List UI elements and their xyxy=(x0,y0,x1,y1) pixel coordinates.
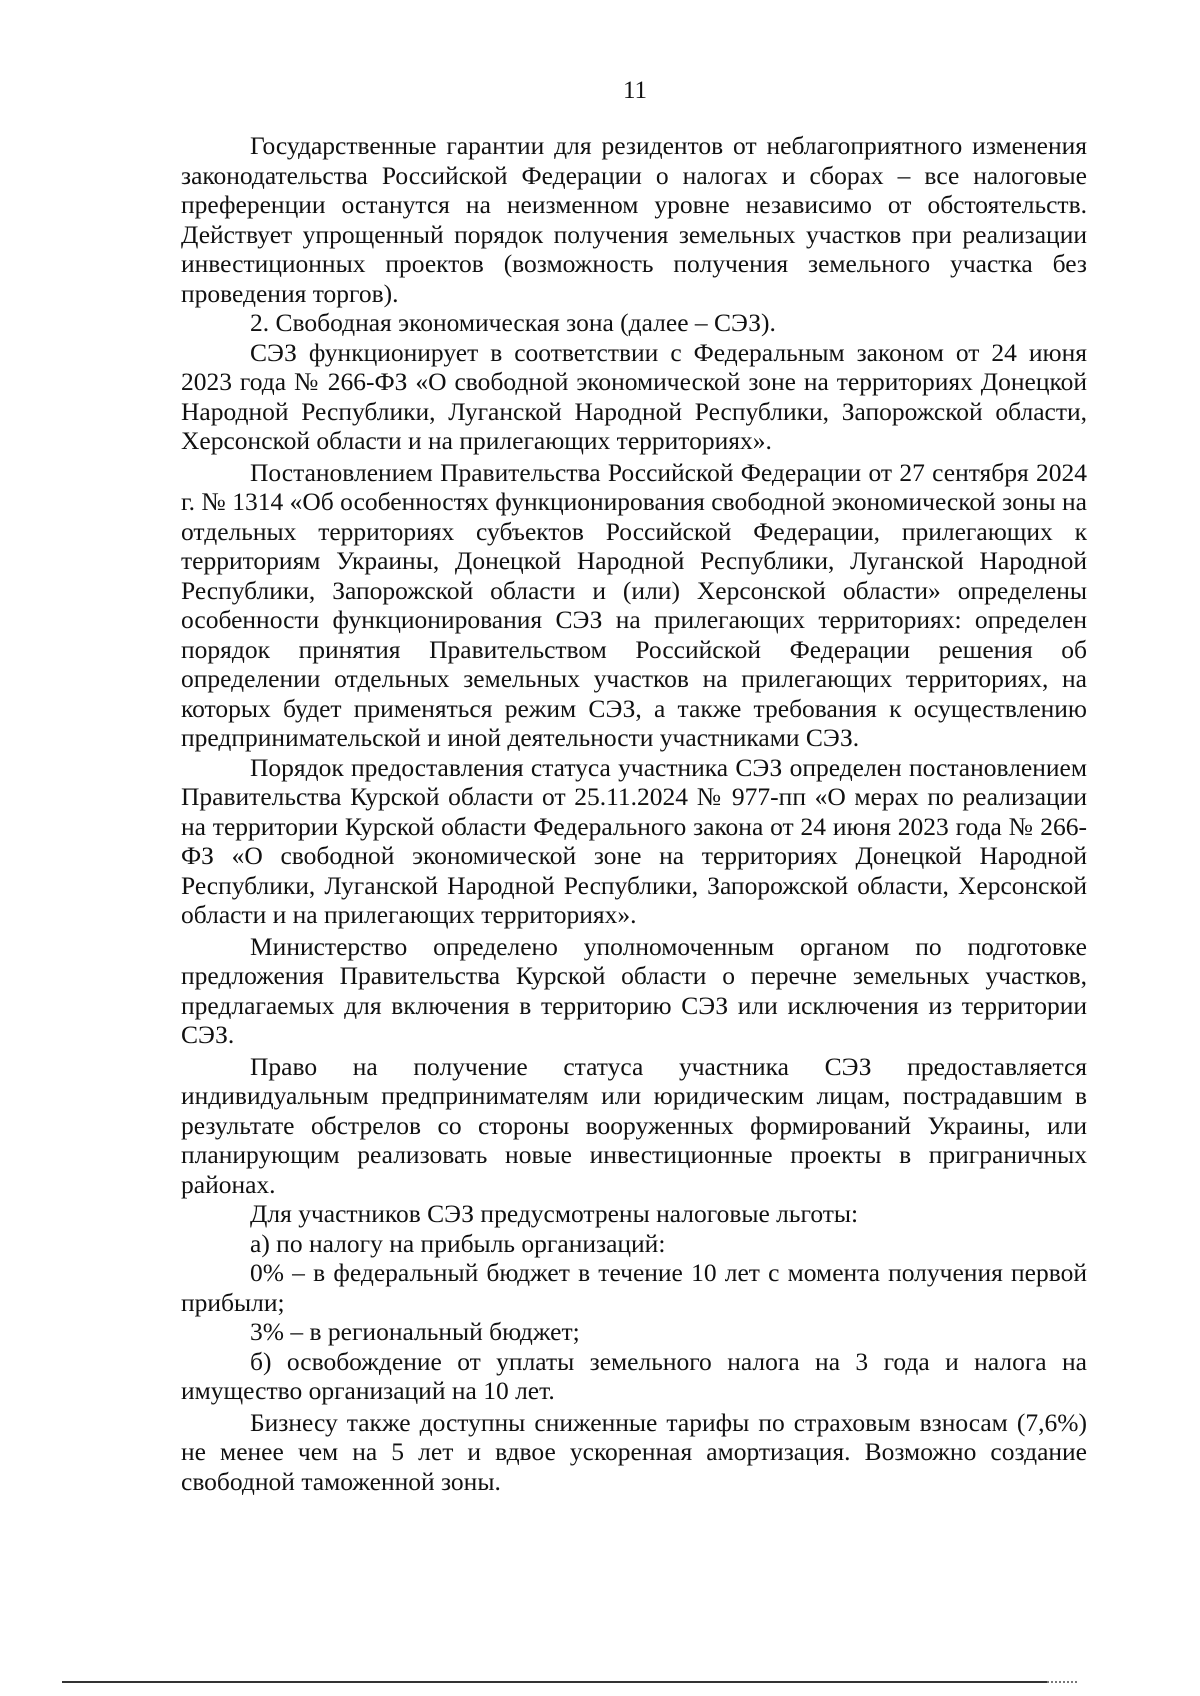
page-bottom-rule xyxy=(62,1681,1047,1683)
paragraph-tax-benefits-intro: Для участников СЭЗ предусмотрены налоговые льготы: xyxy=(250,1199,859,1228)
page-bottom-rule-tail xyxy=(1047,1681,1077,1683)
list-item-land-tax-exemption: б) освобождение от уплаты земельного налога на 3 года и налога на имущество организаций на 10 лет. xyxy=(181,1346,1087,1405)
paragraph-state-guarantees: Государственные гарантии для резидентов от неблагоприятного изменения законодательства Российской Федерации о налогах и сборах – все налоговые преференции останутся на неизменном уровне независимо от обстоятельств. Действует упрощенный порядок получения земельных участков при реализации инвестиционных проектов (возможность получения земельного участка без проведения торгов). xyxy=(181,131,1087,308)
section-heading-sez: 2. Свободная экономическая зона (далее – СЭЗ). xyxy=(250,308,776,337)
paragraph-right-to-status: Право на получение статуса участника СЭЗ предоставляется индивидуальным предпринимателям или юридическим лицам, пострадавшим в результате обстрелов со стороны вооруженных формирований Украины, или планирующим реализовать новые инвестиционные проекты в приграничных районах. xyxy=(181,1051,1087,1199)
paragraph-status-procedure: Порядок предоставления статуса участника СЭЗ определен постановлением Правительства Курской области от 25.11.2024 № 977-пп «О мерах по реализации на территории Курской области Федерального закона от 24 июня 2023 года № 266-ФЗ «О свободной экономической зоне на территориях Донецкой Народной Республики, Луганской Народной Республики, Запорожской области, Херсонской области и на прилегающих территориях». xyxy=(181,752,1087,929)
list-item-profit-tax: а) по налогу на прибыль организаций: xyxy=(250,1228,666,1258)
list-item-federal-budget: 0% – в федеральный бюджет в течение 10 лет с момента получения первой прибыли; xyxy=(181,1258,1087,1317)
page-number: 11 xyxy=(622,77,648,104)
paragraph-sez-federal-law: СЭЗ функционирует в соответствии с Федеральным законом от 24 июня 2023 года № 266-ФЗ «О свободной экономической зоне на территориях Донецкой Народной Республики, Луганской Народной Республики, Запорожской области, Херсонской области и на прилегающих территориях». xyxy=(181,337,1087,455)
document-body xyxy=(181,131,1087,1496)
paragraph-government-decree: Постановлением Правительства Российской Федерации от 27 сентября 2024 г. № 1314 «Об особенностях функционирования свободной экономической зоны на отдельных территориях субъектов Российской Федерации, прилегающих к территориям Украины, Донецкой Народной Республики, Луганской Народной Республики, Запорожской области и (или) Херсонской области» определены особенности функционирования СЭЗ на прилегающих территориях: определен порядок принятия Правительством Российской Федерации решения об определении отдельных земельных участков на прилегающих территориях, на которых будет применяться режим СЭЗ, а также требования к осуществлению предпринимательской и иной деятельности участниками СЭЗ. xyxy=(181,457,1087,752)
paragraph-ministry-authority: Министерство определено уполномоченным органом по подготовке предложения Правительства Курской области о перечне земельных участков, предлагаемых для включения в территорию СЭЗ или исключения из территории СЭЗ. xyxy=(181,931,1087,1049)
paragraph-business-benefits: Бизнесу также доступны сниженные тарифы по страховым взносам (7,6%) не менее чем на 5 лет и вдвое ускоренная амортизация. Возможно создание свободной таможенной зоны. xyxy=(181,1407,1087,1496)
list-item-regional-budget: 3% – в региональный бюджет; xyxy=(250,1317,580,1346)
